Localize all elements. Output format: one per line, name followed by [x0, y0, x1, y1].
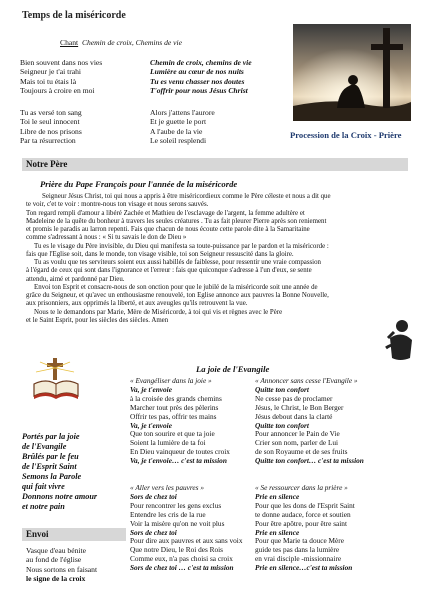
block-line: guide tes pas dans la lumière — [255, 545, 340, 555]
block-refrain: Va, je t'envoie — [130, 420, 172, 430]
refrain-line: Tu es venu chasser nos doutes — [150, 76, 245, 86]
block-line: Pour rencontrer les gens exclus — [130, 500, 222, 510]
block-line: Que ton sourire et que ta joie — [130, 429, 215, 439]
block-heading: « Annoncer sans cesse l'Evangile » — [255, 376, 358, 385]
side-line: de l'Evangile — [22, 442, 67, 451]
chant-line: Mais toi tu étais là — [20, 76, 77, 86]
couplet-left — [20, 108, 82, 145]
block-line: Jésus, le Christ, le Bon Berger — [255, 402, 344, 412]
priere-line: Envoi ton Esprit et consacre-nous de son onction pour que le jubilé de la miséricorde soit une année de — [34, 283, 318, 291]
praying-figure-icon — [380, 318, 420, 364]
block-line: Pour que les dons de l'Esprit Saint — [255, 500, 355, 510]
song-block-4 — [255, 484, 355, 573]
priere-line: et le Saint Esprit, pour les siècles des siècles. Amen — [26, 316, 169, 324]
block-end: Va, je t'envoie… c'est ta mission — [130, 456, 227, 466]
block-refrain: Va, je t'envoie — [130, 384, 172, 394]
priere-line: te voir, c'et te voir : montre-nous ton visage et nous serons sauvés. — [26, 201, 209, 209]
side-line: de l'Esprit Saint — [22, 462, 77, 471]
couplet-line: Libre de nos prisons — [20, 126, 82, 136]
notre-pere-label: Notre Père — [26, 159, 68, 169]
chant-refrain — [150, 58, 252, 95]
block-line: Entendre les cris de la rue — [130, 509, 206, 519]
block-refrain: Prie en silence — [255, 491, 300, 501]
priere-line: aux prisonniers, aux opprimés la liberté, et aux aveugles qu'ils retrouvent la vue. — [26, 300, 248, 308]
envoi-line: Vasque d'eau bénite — [26, 546, 86, 555]
block-refrain: Quitte ton confort — [255, 384, 309, 394]
block-line: Jésus debout dans la clarté — [255, 411, 333, 421]
procession-title: Procession de la Croix - Prière — [290, 130, 402, 140]
block-line: Crier son nom, parler de Lui — [255, 438, 339, 448]
block-line: Que notre Dieu, le Roi des Rois — [130, 545, 224, 555]
block-refrain: Sors de chez toi — [130, 491, 177, 501]
side-line: Semons la Parole — [22, 472, 82, 481]
block-heading: « Evangéliser dans la joie » — [130, 376, 212, 385]
couplet-line: Tu as versé ton sang — [20, 108, 82, 117]
priere-text — [26, 193, 408, 325]
priere-line: comme s'adressant à nous : « Si tu savais le don de Dieu » — [26, 234, 187, 242]
priere-line: Tu as voulu que tes serviteurs soient eux aussi habillés de faiblesse, pour ressentir une vraie compassion — [34, 259, 321, 266]
couplet-line: A l'aube de la vie — [150, 126, 203, 136]
priere-line: Nous te le demandons par Marie, Mère de Miséricorde, à toi qui vis et règnes avec le Père — [34, 308, 283, 316]
couplet-line: Alors j'attens l'aurore — [150, 108, 215, 117]
priere-line: fais que l'Eglise soit, dans le monde, ton visage visible, toi son Seigneur ressuscité dans la gloire. — [26, 250, 294, 258]
side-line: Brûlés par le feu — [22, 452, 79, 461]
block-heading: « Se ressourcer dans la prière » — [255, 483, 348, 492]
refrain-line: T'offrir pour nous Jésus Christ — [150, 85, 248, 95]
envoi-line: au fond de l'église — [26, 555, 82, 565]
envoi-text — [26, 546, 97, 583]
envoi-heading — [22, 528, 126, 541]
priere-line: grâce du Seigneur, et qu'avec un enthousiasme renouvelé, ton Eglise annonce aux pauvres la Bonne Nouvelle, — [26, 292, 329, 299]
refrain-line: Lumière au cœur de nos nuits — [150, 67, 244, 77]
priere-line: et promis le paradis au larron repenti. Fais que chacun de nous écoute cette parole dite à la Samaritaine — [26, 226, 310, 233]
block-line: Marcher tout près des pèlerins — [130, 402, 219, 412]
priere-line: Madeleine de la quête du bonheur à travers les seules créatures . Tu as fait pleurer Pierre après son reniement — [26, 217, 327, 225]
song-block-1 — [130, 377, 230, 466]
couplet-line: Le soleil resplendi — [150, 135, 207, 145]
envoi-label: Envoi — [26, 529, 49, 539]
song-block-2 — [255, 377, 364, 466]
priere-line: Ton regard rempli d'amour a libéré Zachée et Mathieu de l'esclavage de l'argent, la femme adultère et — [26, 209, 305, 217]
chant-line: Toujours à croire en moi — [20, 85, 95, 95]
block-line: Ne cesse pas de proclamer — [255, 393, 333, 403]
couplet-line: Et je guette le port — [150, 117, 207, 127]
block-line: Pour être apôtre, pour être saint — [255, 518, 347, 528]
block-end: Quitte ton confort… c'est ta mission — [255, 456, 364, 466]
couplet-line: Par ta résurrection — [20, 135, 76, 145]
couplet-right — [150, 108, 215, 145]
block-heading: « Aller vers les pauvres » — [130, 483, 204, 492]
block-end: Sors de chez toi … c'est ta mission — [130, 563, 234, 573]
chant-label: Chant — [60, 38, 79, 47]
side-line: Donnons notre amour — [22, 492, 98, 501]
envoi-line: Nous sortons en faisant — [26, 564, 98, 574]
chant-line: Bien souvent dans nos vies — [20, 58, 103, 67]
block-line: En Dieu vainqueur de toutes croix — [130, 447, 230, 457]
side-line: et notre pain — [22, 502, 65, 511]
chant-line: Seigneur je t'ai trahi — [20, 67, 82, 77]
block-line: Pour que Marie ta douce Mère — [255, 536, 344, 546]
priere-line: attendu, aimé et pardonné par Dieu. — [26, 275, 125, 283]
block-end: Prie en silence…c'est ta mission — [255, 563, 353, 573]
block-refrain: Sors de chez toi — [130, 527, 177, 537]
block-line: Voir la misère qu'on ne voit plus — [130, 518, 225, 528]
block-line: à la croisée des grands chemins — [130, 393, 222, 403]
chant-title: Chemin de croix, Chemins de vie — [81, 38, 183, 47]
block-line: de son Royaume et de ses fruits — [255, 447, 348, 457]
chant-left — [20, 58, 102, 95]
block-refrain: Prie en silence — [255, 527, 300, 537]
couplet-line: Toi le seul innocent — [20, 117, 80, 127]
block-line: Offrir tes pas, offrir tes mains — [130, 411, 217, 421]
block-line: en vrai disciple -missionnaire — [255, 554, 342, 564]
envoi-line: le signe de la croix — [26, 573, 86, 583]
block-line: Soient la lumière de ta foi — [130, 438, 206, 448]
joie-title: La joie de l'Evangile — [196, 364, 270, 374]
song-block-3 — [130, 484, 242, 573]
priere-line: à l'égard de ceux qui sont dans l'ignorance et l'erreur : fais que quiconque s'adresse à l'un d'eux, se sente — [26, 267, 312, 275]
block-line: Pour annoncer le Pain de Vie — [255, 429, 340, 439]
priere-title: Prière du Pape François pour l'année de la miséricorde — [40, 179, 238, 189]
bible-cross-icon — [30, 358, 82, 402]
priere-line: Tu es le visage du Père invisible, du Dieu qui manifesta sa toute-puissance par le pardon et la miséricorde : — [34, 242, 329, 250]
priere-line: Seigneur Jésus Christ, toi qui nous a appris à être miséricordieux comme le Père céleste et nous a dit que — [42, 193, 331, 200]
side-line: qui fait vivre — [22, 482, 65, 491]
block-refrain: Quitte ton confort — [255, 420, 309, 430]
refrain-line: Chemin de croix, chemins de vie — [150, 58, 252, 67]
notre-pere-heading — [22, 158, 408, 171]
page-title: Temps de la miséricorde — [22, 10, 126, 21]
block-line: Comme eux, n'a pas choisi sa croix — [130, 554, 233, 564]
side-text — [22, 432, 97, 512]
side-line: Portés par la joie — [22, 432, 80, 441]
block-line: Pour dire aux pauvres et aux sans voix — [130, 536, 243, 546]
block-line: te donne audace, force et soutien — [255, 509, 351, 519]
cross-photo — [293, 24, 411, 121]
chant-heading — [60, 38, 182, 47]
